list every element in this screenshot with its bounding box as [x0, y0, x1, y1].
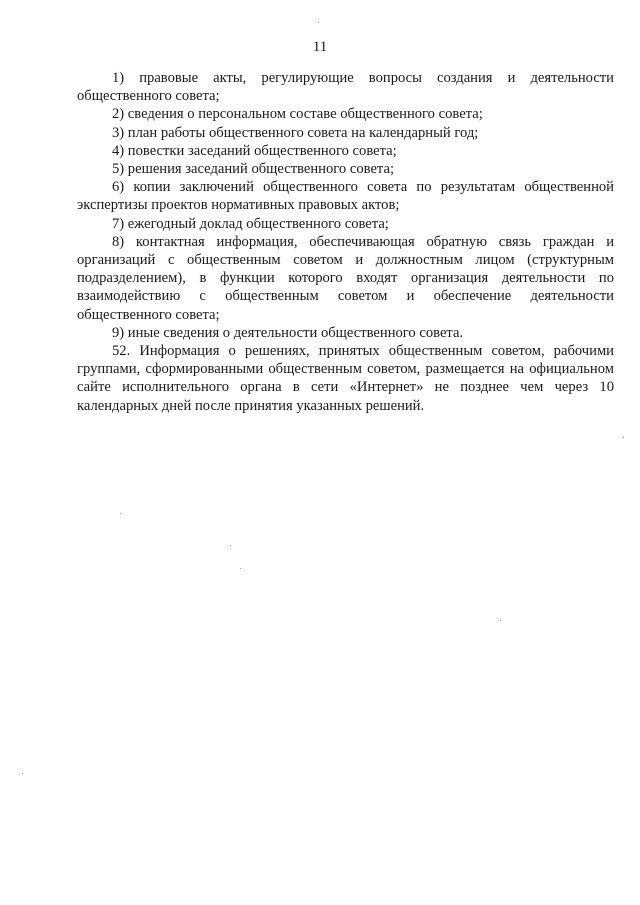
list-item-7: 7) ежегодный доклад общественного совета;	[112, 215, 389, 232]
scan-speck	[318, 22, 319, 23]
scan-speck	[623, 437, 624, 438]
document-body	[77, 69, 614, 415]
scan-speck	[240, 568, 241, 569]
list-item-6: 6) копии заключений общественного совета по результатам общественной экспертизы проектов нормативных правовых актов;	[77, 179, 614, 214]
paragraph-52: 52. Информация о решениях, принятых общественным советом, рабочими группами, сформированными общественным советом, размещается на официальном сайте исполнительного органа в сети «Интернет» не позднее чем через 10 календарных дней после принятия указанных решений.	[77, 343, 614, 414]
scan-speck	[500, 620, 501, 621]
list-item-4: 4) повестки заседаний общественного совета;	[112, 142, 397, 159]
list-item-3: 3) план работы общественного совета на календарный год;	[112, 124, 479, 141]
list-item-8: 8) контактная информация, обеспечивающая обратную связь граждан и организаций с общественным советом и должностным лицом (структурным подразделением), в функции которого входят организация деятельности по взаимодействию с общественным советом и обеспечение деятельности общественного совета;	[77, 233, 614, 323]
page-number: 11	[312, 39, 328, 55]
list-item-2: 2) сведения о персональном составе общественного совета;	[112, 106, 483, 123]
scan-speck	[230, 545, 231, 546]
list-item-9: 9) иные сведения о деятельности общественного совета.	[112, 324, 464, 341]
list-item-1: 1) правовые акты, регулирующие вопросы создания и деятельности общественного совета;	[77, 70, 614, 105]
list-item-5: 5) решения заседаний общественного совета;	[112, 161, 395, 178]
scan-speck	[22, 773, 23, 774]
scan-speck	[120, 513, 121, 514]
